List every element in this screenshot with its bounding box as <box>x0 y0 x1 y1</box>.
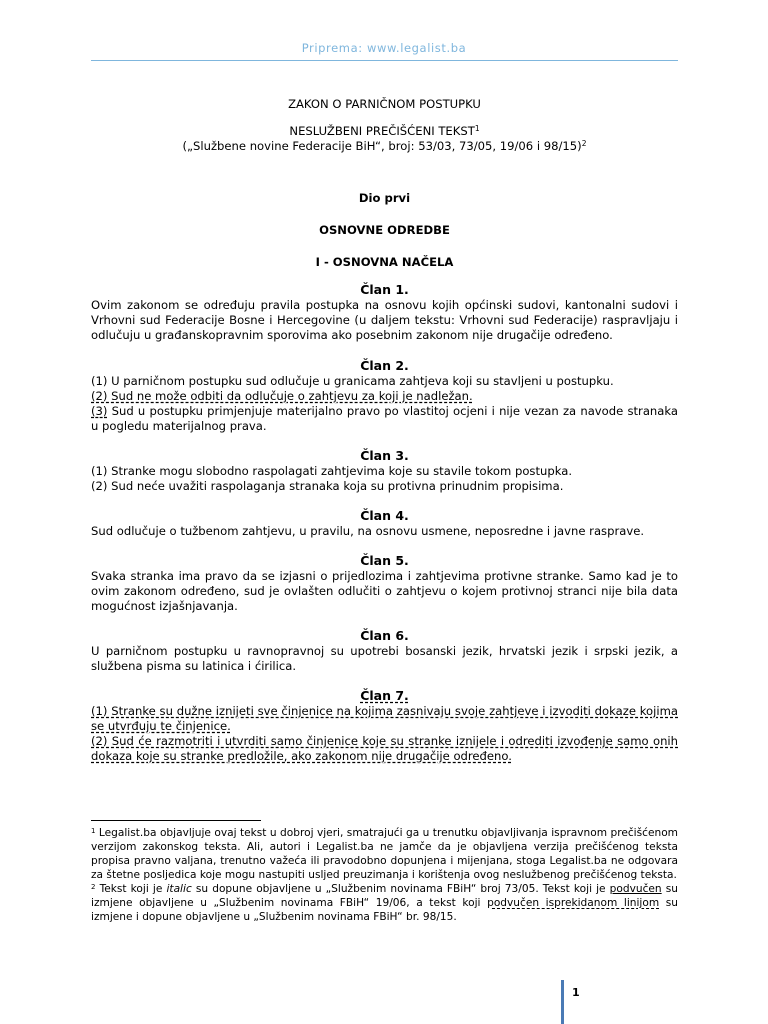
footnote-number: 1 <box>91 827 96 835</box>
article-paragraph-amended <box>91 734 678 764</box>
law-title: ZAKON O PARNIČNOM POSTUPKU <box>288 97 481 111</box>
footnote-text: su izmjene i dopune objavljene u „Službenim novinama FBiH“ br. 98/15. <box>91 897 678 923</box>
footnote-2 <box>91 882 678 924</box>
amended-text-2019: (2) Sud ne može odbiti da odlučuje o zahtjevu za koji je nadležan. <box>91 389 473 403</box>
footnote-separator <box>91 820 261 821</box>
article-paragraph <box>91 404 678 434</box>
article-paragraph: Sud odlučuje o tužbenom zahtjevu, u pravilu, na osnovu usmene, neposredne i javne rasprave. <box>91 524 645 538</box>
article-heading: Član 4. <box>360 508 409 523</box>
amended-text: (1) Stranke su dužne iznijeti sve činjenice na kojima zasnivaju svoje zahtjeve i izvoditi dokaze kojima se utvrđuju te činjenice. <box>91 704 678 733</box>
article-paragraph: U parničnom postupku u ravnopravnoj su upotrebi bosanski jezik, hrvatski jezik i srpski jezik, a službena pisma su latinica i ćirilica. <box>91 644 678 673</box>
article-4 <box>91 508 678 539</box>
dashed-underline-sample: podvučen isprekidanom linijom <box>487 897 660 909</box>
section-heading: I - OSNOVNA NAČELA <box>315 255 454 269</box>
footnote-text: Tekst koji je <box>95 883 167 895</box>
article-6 <box>91 628 678 674</box>
article-heading: Član 3. <box>360 448 409 463</box>
article-paragraph-amended <box>91 389 678 404</box>
article-3 <box>91 448 678 494</box>
article-5 <box>91 553 678 614</box>
page-number: 1 <box>572 986 580 999</box>
article-heading: Član 7. <box>360 688 409 703</box>
footnote-ref-2[interactable]: 2 <box>581 139 587 148</box>
article-paragraph: (1) U parničnom postupku sud odlučuje u granicama zahtjeva koji su stavljeni u postupku. <box>91 374 614 388</box>
footnote-number: 2 <box>91 883 96 891</box>
subtitle <box>91 124 678 139</box>
article-heading: Član 1. <box>360 282 409 297</box>
paragraph-text: Sud u postupku primjenjuje materijalno pravo po vlastitoj ocjeni i nije vezan za navode stranaka u pogledu materijalnog prava. <box>91 404 678 433</box>
footnote-text: Legalist.ba objavljuje ovaj tekst u dobroj vjeri, smatrajući ga u trenutku objavljivanja ispravnom prečišćenom verzijom zakonskog teksta. Ali, autori i Legalist.ba ne jamče da je objavljena verzija prečišćenog teksta propisa pravno valjana, trenutno važeća ili pravodobno dopunjena i mijenjana, stoga Legalist.ba ne odgovara za štetne posljedica koje mogu nastupiti usljed preuzimanja i korištenja ovog neslužbenog prečišćenog teksta. <box>91 827 678 881</box>
chapter-heading: OSNOVNE ODREDBE <box>319 223 450 237</box>
footnotes <box>91 826 678 924</box>
footnote-ref-1[interactable]: 1 <box>474 124 480 133</box>
article-paragraph: Svaka stranka ima pravo da se izjasni o prijedlozima i zahtjevima protivne stranke. Samo kad je to ovim zakonom određeno, sud je ovlašten odlučiti o zahtjevu o kojem protivnoj stranci nije bila data mogućnost izjašnjavanja. <box>91 569 678 613</box>
article-heading: Član 5. <box>360 553 409 568</box>
article-paragraph-amended <box>91 704 678 734</box>
amended-text: (2) Sud će razmotriti i utvrditi samo činjenice koje su stranke iznijele i odrediti izvođenje samo onih dokaza koje su stranke predložile, ako zakonom nije drugačije određeno. <box>91 734 678 763</box>
article-paragraph: (2) Sud neće uvažiti raspolaganja stranaka koja su protivna prinudnim propisima. <box>91 479 564 493</box>
footnote-text: su izmjene objavljene u „Službenim novinama FBiH“ 19/06, a tekst koji <box>91 883 678 909</box>
amended-number: (3) <box>91 404 108 418</box>
footnote-text: su dopune objavljene u „Službenim novinama FBiH“ broj 73/05. Tekst koji je <box>191 883 610 895</box>
article-2 <box>91 358 678 434</box>
footnote-1 <box>91 826 678 882</box>
page-header: Priprema: www.legalist.ba <box>301 41 467 55</box>
article-heading: Član 6. <box>360 628 409 643</box>
header-rule <box>91 60 678 61</box>
page-number-rule <box>561 980 564 1024</box>
italic-sample: italic <box>166 883 192 895</box>
article-heading: Član 2. <box>360 358 409 373</box>
document-body <box>91 97 678 764</box>
article-paragraph: Ovim zakonom se određuju pravila postupka na osnovu kojih općinski sudovi, kantonalni sudovi i Vrhovni sud Federacije Bosne i Hercegovine (u daljem tekstu: Vrhovni sud Federacije) raspravljaju i odlučuju u građanskopravnim sporovima ako posebnim zakonom nije drugačije određeno. <box>91 298 678 342</box>
gazette-line <box>91 139 678 154</box>
gazette-text: („Službene novine Federacije BiH“, broj: 53/03, 73/05, 19/06 i 98/15) <box>182 139 582 153</box>
part-heading: Dio prvi <box>358 191 411 205</box>
article-paragraph: (1) Stranke mogu slobodno raspolagati zahtjevima koje su stavile tokom postupka. <box>91 464 573 478</box>
article-1 <box>91 282 678 343</box>
subtitle-text: NESLUŽBENI PREČIŠĆENI TEKST <box>289 124 475 138</box>
underline-sample: podvučen <box>609 883 662 895</box>
article-7 <box>91 688 678 764</box>
